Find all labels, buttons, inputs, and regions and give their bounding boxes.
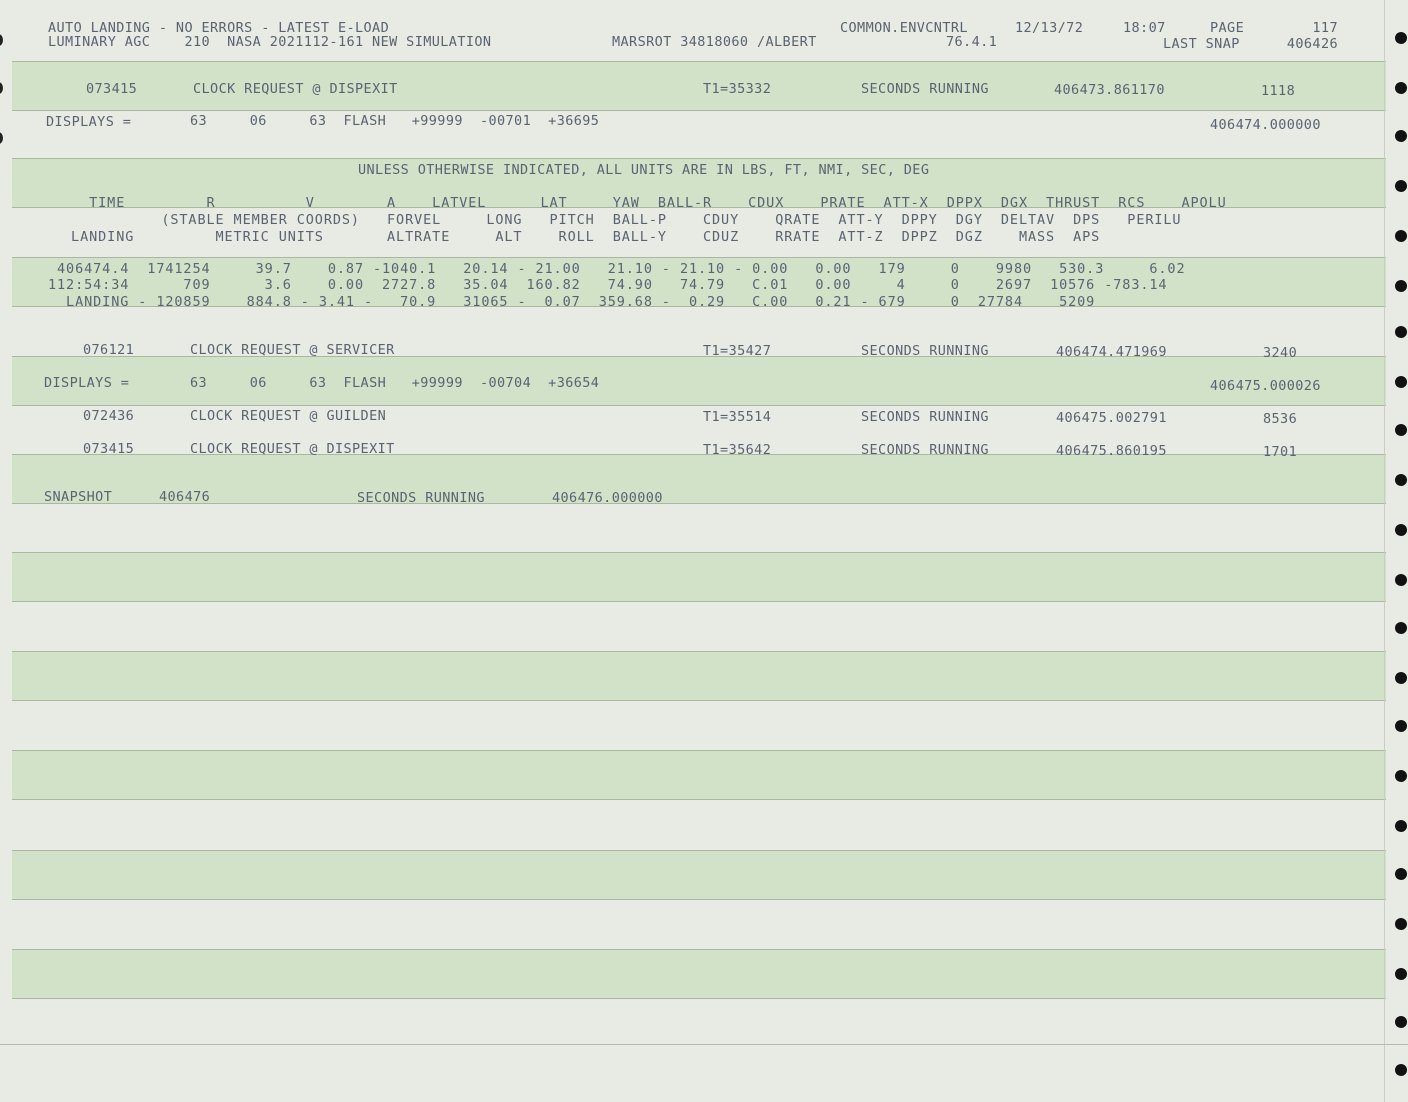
feed-hole-icon: [1395, 968, 1407, 980]
event-seconds-label: SECONDS RUNNING: [861, 81, 989, 97]
table-row: 112:54:34 709 3.6 0.00 2727.8 35.04 160.82 74.90 74.79 C.01 0.00 4 0 2697 10576 -783.14: [48, 277, 1168, 293]
event-count: 1118: [1261, 83, 1296, 99]
displays-values: 63 06 63 FLASH +99999 -00704 +36654: [190, 375, 600, 391]
header-version: 76.4.1: [946, 34, 998, 50]
header-page-label: PAGE: [1210, 20, 1245, 36]
feed-hole-icon: [1395, 918, 1407, 930]
snapshot-seconds: 406476.000000: [552, 490, 663, 506]
table-header-line: LANDING METRIC UNITS ALTRATE ALT ROLL BALL-Y CDUZ RRATE ATT-Z DPPZ DGZ MASS APS: [53, 229, 1101, 245]
displays-label: DISPLAYS =: [44, 375, 130, 391]
header-last-snap-label: LAST SNAP: [1163, 36, 1240, 52]
snapshot-running-label: SECONDS RUNNING: [357, 490, 485, 506]
feed-hole-icon: [1395, 130, 1407, 142]
event-t1: T1=35514: [703, 409, 772, 425]
event-seconds: 406475.860195: [1056, 443, 1167, 459]
displays-time: 406474.000000: [1210, 117, 1321, 133]
page-bottom-edge: [0, 1044, 1408, 1045]
header-title: AUTO LANDING - NO ERRORS - LATEST E-LOAD: [48, 20, 390, 36]
event-t1: T1=35332: [703, 81, 772, 97]
green-band: [12, 949, 1386, 999]
feed-hole-icon: [1395, 474, 1407, 486]
green-band: [12, 651, 1386, 701]
header-subtitle: LUMINARY AGC 210 NASA 2021112-161 NEW SIMULATION: [48, 34, 492, 50]
displays-time: 406475.000026: [1210, 378, 1321, 394]
green-band: [12, 454, 1386, 504]
event-seconds: 406475.002791: [1056, 410, 1167, 426]
header-last-snap: 406426: [1286, 36, 1338, 52]
feed-hole-icon: [1395, 180, 1407, 192]
feed-hole-icon: [1395, 622, 1407, 634]
feed-hole-icon: [1395, 672, 1407, 684]
event-address: 073415: [83, 441, 135, 457]
event-t1: T1=35427: [703, 343, 772, 359]
feed-hole-icon: [1395, 82, 1407, 94]
left-feed-hole-icon: [0, 82, 3, 94]
event-count: 8536: [1263, 411, 1298, 427]
table-header-line: (STABLE MEMBER COORDS) FORVEL LONG PITCH BALL-P CDUY QRATE ATT-Y DPPY DGY DELTAV DPS PERILU: [53, 212, 1182, 228]
table-header-line: TIME R V A LATVEL LAT YAW BALL-R CDUX PRATE ATT-X DPPX DGX THRUST RCS APOLU: [53, 195, 1227, 211]
event-t1: T1=35642: [703, 442, 772, 458]
displays-values: 63 06 63 FLASH +99999 -00701 +36695: [190, 113, 600, 129]
feed-hole-icon: [1395, 230, 1407, 242]
feed-hole-icon: [1395, 1064, 1407, 1076]
feed-hole-icon: [1395, 524, 1407, 536]
displays-label: DISPLAYS =: [46, 114, 132, 130]
feed-hole-icon: [1395, 424, 1407, 436]
event-seconds-label: SECONDS RUNNING: [861, 442, 989, 458]
snapshot-label: SNAPSHOT: [44, 489, 113, 505]
feed-hole-icon: [1395, 868, 1407, 880]
event-text: CLOCK REQUEST @ DISPEXIT: [193, 81, 398, 97]
event-seconds: 406474.471969: [1056, 344, 1167, 360]
event-seconds-label: SECONDS RUNNING: [861, 409, 989, 425]
header-page-number: 117: [1312, 20, 1338, 36]
table-row: 406474.4 1741254 39.7 0.87 -1040.1 20.14 - 21.00 21.10 - 21.10 - 0.00 0.00 179 0 9980 530.3 6.02: [48, 261, 1186, 277]
event-address: 073415: [86, 81, 138, 97]
event-seconds: 406473.861170: [1054, 82, 1165, 98]
left-feed-hole-icon: [0, 34, 3, 46]
left-feed-hole-icon: [0, 132, 3, 144]
event-seconds-label: SECONDS RUNNING: [861, 343, 989, 359]
feed-hole-icon: [1395, 32, 1407, 44]
event-count: 1701: [1263, 444, 1298, 460]
feed-hole-icon: [1395, 1016, 1407, 1028]
header-run-id: MARSROT 34818060 /ALBERT: [612, 34, 817, 50]
feed-hole-icon: [1395, 770, 1407, 782]
event-address: 076121: [83, 342, 135, 358]
header-date: 12/13/72: [1015, 20, 1084, 36]
green-band: [12, 850, 1386, 900]
feed-hole-icon: [1395, 720, 1407, 732]
green-band: [12, 750, 1386, 800]
event-address: 072436: [83, 408, 135, 424]
header-module: COMMON.ENVCNTRL: [840, 20, 968, 36]
event-count: 3240: [1263, 345, 1298, 361]
perforation-line: [1384, 0, 1385, 1102]
table-row: LANDING - 120859 884.8 - 3.41 - 70.9 31065 - 0.07 359.68 - 0.29 C.00 0.21 - 679 0 27784 5209: [48, 294, 1096, 310]
feed-hole-icon: [1395, 574, 1407, 586]
event-text: CLOCK REQUEST @ DISPEXIT: [190, 441, 395, 457]
header-time: 18:07: [1123, 20, 1166, 36]
feed-hole-icon: [1395, 376, 1407, 388]
snapshot-id: 406476: [159, 489, 211, 505]
feed-hole-icon: [1395, 326, 1407, 338]
feed-hole-icon: [1395, 820, 1407, 832]
units-note: UNLESS OTHERWISE INDICATED, ALL UNITS ARE IN LBS, FT, NMI, SEC, DEG: [358, 162, 930, 178]
event-text: CLOCK REQUEST @ GUILDEN: [190, 408, 387, 424]
event-text: CLOCK REQUEST @ SERVICER: [190, 342, 395, 358]
feed-hole-icon: [1395, 280, 1407, 292]
green-band: [12, 552, 1386, 602]
